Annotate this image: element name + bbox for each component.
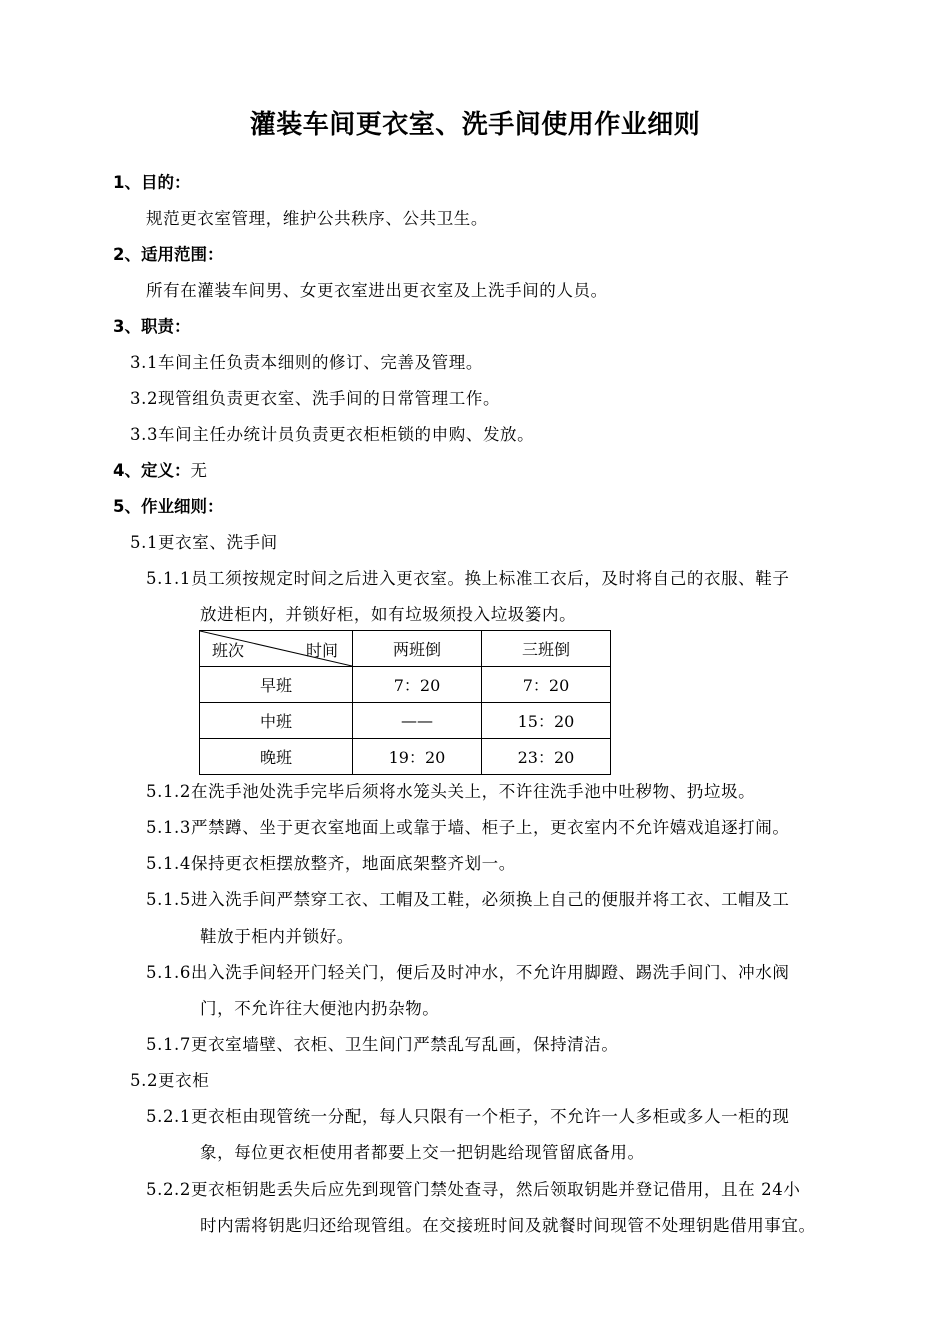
table-header-cell: 三班倒 [482,631,611,667]
section-1-body: 规范更衣室管理，维护公共秩序、公共卫生。 [146,209,488,228]
table-cell-time: —— [353,703,482,739]
table-corner-cell [200,631,353,667]
shift-time-table [199,630,611,775]
rule-5-1-1: 5.1.1员工须按规定时间之后进入更衣室。换上标准工衣后，及时将自己的衣服、鞋子 [146,569,790,588]
table-row [200,667,611,703]
corner-label-shift: 班次 [212,641,245,660]
rule-5-1-1-cont: 放进柜内，并锁好柜，如有垃圾须投入垃圾篓内。 [200,605,577,624]
subsection-5-1-heading: 5.1更衣室、洗手间 [130,533,278,552]
rule-5-2-2: 5.2.2更衣柜钥匙丢失后应先到现管门禁处查寻，然后领取钥匙并登记借用，且在 24小 [146,1180,801,1199]
rule-5-1-6: 5.1.6出入洗手间轻开门轻关门，便后及时冲水，不允许用脚蹬、踢洗手间门、冲水阀 [146,963,790,982]
rule-5-2-2-cont: 时内需将钥匙归还给现管组。在交接班时间及就餐时间现管不处理钥匙借用事宜。 [200,1216,816,1235]
section-4-body: 无 [190,461,207,480]
document-title: 灌装车间更衣室、洗手间使用作业细则 [249,110,701,140]
section-3-heading: 3、职责： [113,317,191,336]
corner-label-time: 时间 [305,641,338,660]
section-4-heading: 4、定义： [113,461,191,480]
rule-5-1-7: 5.1.7更衣室墙壁、衣柜、卫生间门严禁乱写乱画，保持清洁。 [146,1035,619,1054]
table-row [200,703,611,739]
table-row [200,739,611,775]
table-header-cell: 两班倒 [353,631,482,667]
table-cell-time: 15：20 [482,703,611,739]
rule-5-1-6-cont: 门，不允许往大便池内扔杂物。 [200,999,440,1018]
section-3-item: 3.2现管组负责更衣室、洗手间的日常管理工作。 [130,389,501,408]
table-cell-shift: 早班 [200,667,353,703]
section-2-body: 所有在灌装车间男、女更衣室进出更衣室及上洗手间的人员。 [146,281,608,300]
rule-5-1-2: 5.1.2在洗手池处洗手完毕后须将水笼头关上，不许往洗手池中吐秽物、扔垃圾。 [146,782,756,801]
section-5-heading: 5、作业细则： [113,497,224,516]
table-cell-time: 7：20 [482,667,611,703]
section-2-heading: 2、适用范围： [113,245,224,264]
table-cell-shift: 中班 [200,703,353,739]
rule-5-1-3: 5.1.3严禁蹲、坐于更衣室地面上或靠于墙、柜子上，更衣室内不允许嬉戏追逐打闹。 [146,818,790,837]
rule-5-1-5-cont: 鞋放于柜内并锁好。 [200,927,354,946]
section-1-heading: 1、目的： [113,173,191,192]
rule-5-1-5: 5.1.5进入洗手间严禁穿工衣、工帽及工鞋，必须换上自己的便服并将工衣、工帽及工 [146,890,790,909]
table-cell-time: 19：20 [353,739,482,775]
rule-5-2-1: 5.2.1更衣柜由现管统一分配，每人只限有一个柜子，不允许一人多柜或多人一柜的现 [146,1107,790,1126]
table-cell-time: 23：20 [482,739,611,775]
subsection-5-2-heading: 5.2更衣柜 [130,1071,210,1090]
rule-5-2-1-cont: 象，每位更衣柜使用者都要上交一把钥匙给现管留底备用。 [200,1143,645,1162]
rule-5-1-4: 5.1.4保持更衣柜摆放整齐，地面底架整齐划一。 [146,854,516,873]
section-3-item: 3.3车间主任办统计员负责更衣柜柜锁的申购、发放。 [130,425,535,444]
table-cell-shift: 晚班 [200,739,353,775]
section-3-item: 3.1车间主任负责本细则的修订、完善及管理。 [130,353,483,372]
table-cell-time: 7：20 [353,667,482,703]
section-4-line [113,457,207,481]
